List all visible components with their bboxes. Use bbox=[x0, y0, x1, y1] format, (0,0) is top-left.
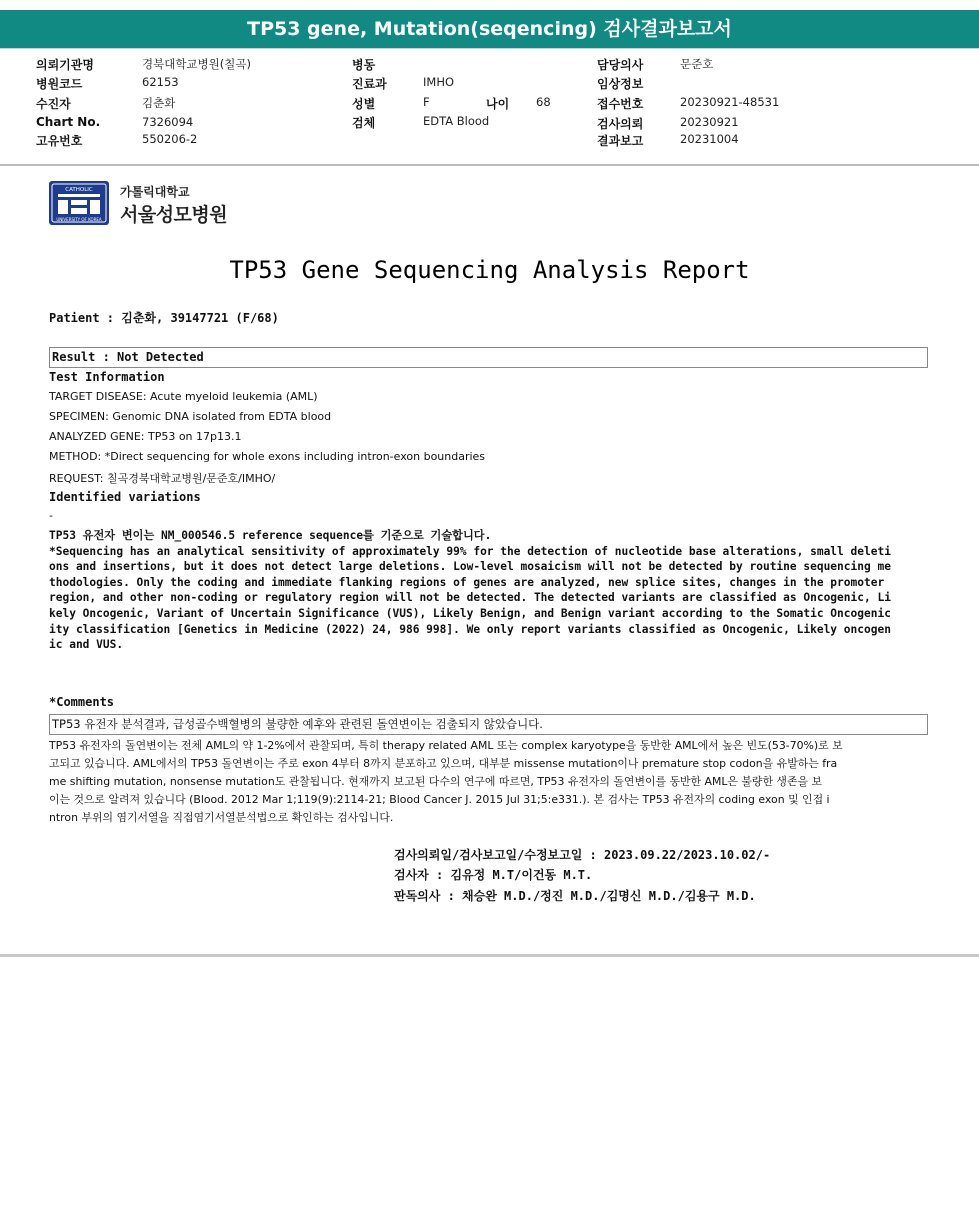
report-date-label: 결과보고 bbox=[597, 134, 644, 148]
result-box: Result : Not Detected bbox=[49, 347, 928, 368]
ward-label: 병동 bbox=[352, 58, 376, 72]
report-dates: 검사의뢰일/검사보고일/수정보고일 : 2023.09.22/2023.10.02/- bbox=[394, 848, 771, 862]
request-date-value: 20230921 bbox=[680, 115, 739, 129]
examiner-line: 검사자 : 김유정 M.T/이건동 M.T. bbox=[394, 868, 593, 882]
identified-value: - bbox=[49, 509, 53, 522]
dept-value: IMHO bbox=[423, 75, 455, 89]
identified-heading: Identified variations bbox=[49, 490, 201, 504]
hospital-code-value: 62153 bbox=[142, 75, 179, 89]
chart-label: Chart No. bbox=[36, 115, 101, 129]
supervisor-line: 판독의사 : 채승완 M.D./정진 M.D./김명신 M.D./김용구 M.D. bbox=[394, 889, 756, 903]
specimen-label: 검체 bbox=[352, 116, 376, 130]
method-line: METHOD: *Direct sequencing for whole exons including intron-exon boundaries bbox=[49, 450, 486, 463]
clinical-label: 임상정보 bbox=[597, 77, 644, 91]
institution-value: 경북대학교병원(칠곡) bbox=[142, 57, 251, 71]
hospital-emblem-icon bbox=[48, 180, 110, 226]
emblem-text-top: CATHOLIC bbox=[65, 187, 93, 193]
institution-label: 의뢰기관명 bbox=[36, 58, 94, 72]
age-value: 68 bbox=[536, 95, 551, 109]
doctor-value: 문준호 bbox=[680, 57, 714, 71]
request-date-label: 검사의뢰 bbox=[597, 117, 644, 131]
report-title-bar: TP53 gene, Mutation(seqencing) 검사결과보고서 bbox=[0, 10, 979, 48]
request-line: REQUEST: 칠곡경북대학교병원/문준호/IMHO/ bbox=[49, 472, 276, 485]
logo-hospital-name: 서울성모병원 bbox=[120, 204, 228, 226]
emblem-text-bottom: UNIVERSITY OF KOREA bbox=[56, 217, 102, 222]
sex-value: F bbox=[423, 95, 430, 109]
header-divider-top bbox=[0, 48, 979, 49]
unique-label: 고유번호 bbox=[36, 134, 83, 148]
test-info-heading: Test Information bbox=[49, 370, 165, 384]
footer-divider bbox=[0, 954, 979, 957]
specimen-line: SPECIMEN: Genomic DNA isolated from EDTA blood bbox=[49, 410, 332, 423]
comments-heading: *Comments bbox=[49, 695, 115, 709]
comment-summary-box: TP53 유전자 분석결과, 급성골수백혈병의 불량한 예후와 관련된 돌연변이는 검출되지 않았습니다. bbox=[49, 714, 928, 735]
receipt-value: 20230921-48531 bbox=[680, 95, 780, 109]
specimen-value: EDTA Blood bbox=[423, 114, 490, 128]
dept-label: 진료과 bbox=[352, 77, 387, 91]
disclaimer-paragraph: TP53 유전자 변이는 NM_000546.5 reference sequence를 기준으로 기술합니다. *Sequencing has an analytical sensitivity of approximately 99% for the detection of nucleotide base alterations, small deleti ons and insertions, but it does not detect large deletions. Low-level mosaicism will not be detected by routine sequencing me thodologies. Only the coding and immediate flanking regions of genes are analyzed, new splice sites, changes in the promoter region, and other non-coding or regulatory region will not be detected. The detected variants are classified as Oncogenic, Li kely Oncogenic, Variant of Uncertain Significance (VUS), Likely Benign, and Benign variant according to the Somatic Oncogenic ity classification [Genetics in Medicine (2022) 24, 986 998]. We only report variants classified as Oncogenic, Likely oncogen ic and VUS. bbox=[49, 529, 891, 652]
unique-value: 550206-2 bbox=[142, 132, 198, 146]
patient-line: Patient : 김춘화, 39147721 (F/68) bbox=[49, 311, 279, 325]
patient-label: 수진자 bbox=[36, 97, 71, 111]
sex-label: 성별 bbox=[352, 97, 376, 111]
analyzed-gene: ANALYZED GENE: TP53 on 17p13.1 bbox=[49, 430, 242, 443]
header-divider-bottom bbox=[0, 164, 979, 166]
hospital-logo bbox=[48, 180, 248, 230]
hospital-code-label: 병원코드 bbox=[36, 77, 83, 91]
logo-university-name: 가톨릭대학교 bbox=[120, 185, 190, 199]
patient-value: 김춘화 bbox=[142, 96, 176, 110]
report-title: TP53 Gene Sequencing Analysis Report bbox=[229, 256, 750, 284]
chart-value: 7326094 bbox=[142, 115, 194, 129]
receipt-label: 접수번호 bbox=[597, 97, 644, 111]
target-disease: TARGET DISEASE: Acute myeloid leukemia (AML) bbox=[49, 390, 318, 403]
comment-body: TP53 유전자의 돌연변이는 전체 AML의 약 1-2%에서 관찰되며, 특히 therapy related AML 또는 complex karyotype을 동반한 AML에서 높은 빈도(53-70%)로 보 고되고 있습니다. AML에서의 TP53 돌연변이는 주로 exon 4부터 8까지 분포하고 있으며, 대부분 missense mutation이나 premature stop codon을 유발하는 fra me shifting mutation, nonsense mutation도 관찰됩니다. 현재까지 보고된 다수의 연구에 따르면, TP53 유전자의 돌연변이를 동반한 AML은 불량한 생존을 보 이는 것으로 알려져 있습니다 (Blood. 2012 Mar 1;119(9):2114-21; Blood Cancer J. 2015 Jul 31;5:e331.). 본 검사는 TP53 유전자의 coding exon 및 인접 i ntron 부위의 염기서열을 직접염기서열분석법으로 확인하는 검사입니다. bbox=[49, 739, 843, 824]
age-label: 나이 bbox=[486, 97, 510, 111]
report-date-value: 20231004 bbox=[680, 132, 739, 146]
doctor-label: 담당의사 bbox=[597, 58, 644, 72]
